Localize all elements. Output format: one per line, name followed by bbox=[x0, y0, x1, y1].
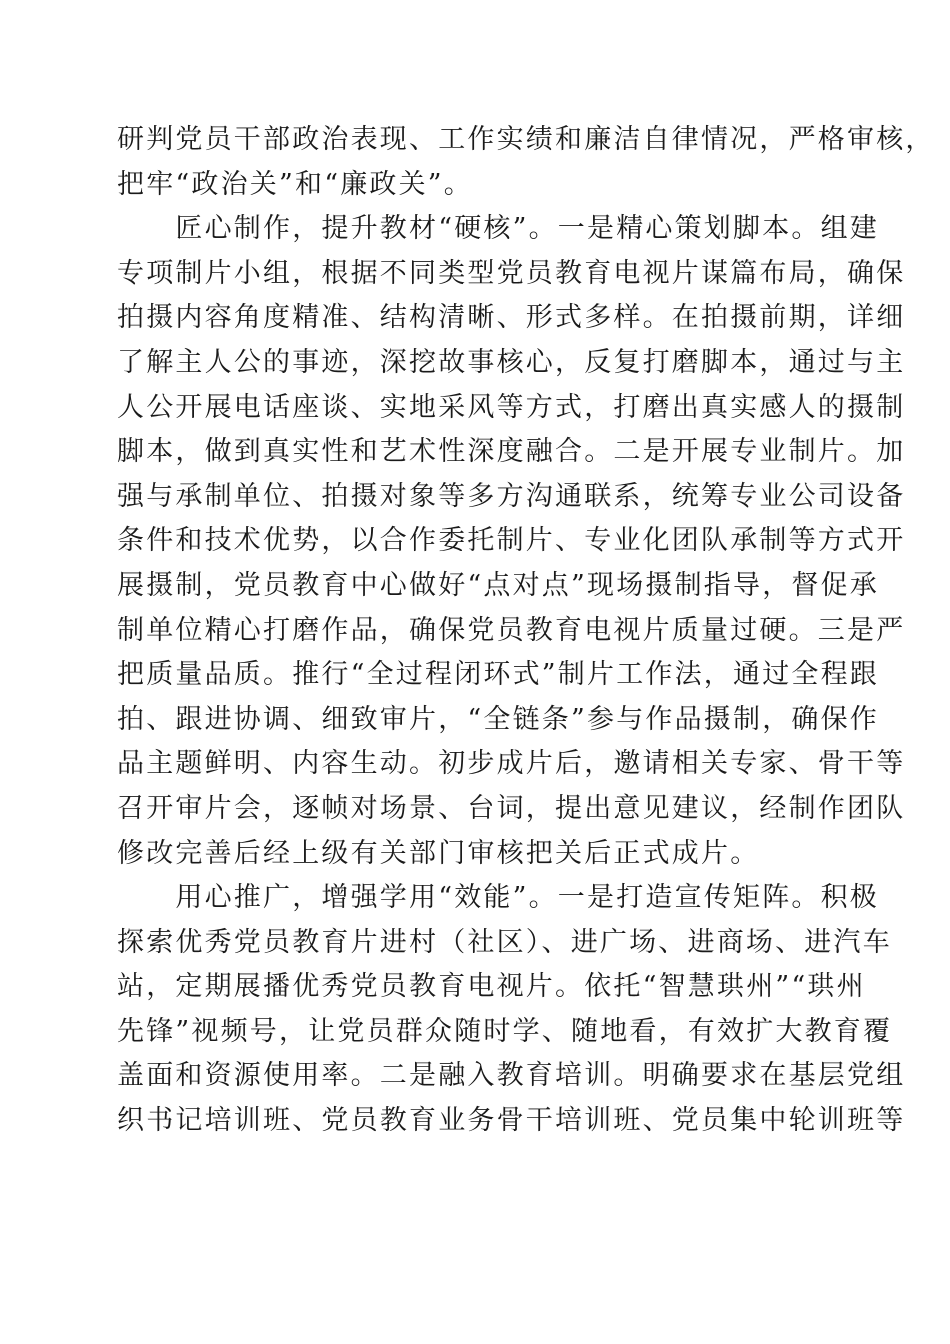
text-line: 条件和技术优势，以合作委托制片、专业化团队承制等方式开 bbox=[117, 525, 906, 557]
text-line: 制单位精心打磨作品，确保党员教育电视片质量过硬。三是严 bbox=[117, 614, 906, 646]
paragraph-promotion bbox=[117, 876, 906, 1144]
text-line: 把牢“政治关”和“廉政关”。 bbox=[117, 168, 474, 200]
text-line: 织书记培训班、党员教育业务骨干培训班、党员集中轮训班等 bbox=[117, 1105, 906, 1137]
text-line: 展摄制，党员教育中心做好“点对点”现场摄制指导，督促承 bbox=[117, 569, 880, 601]
text-line: 用心推广，增强学用“效能”。一是打造宣传矩阵。积极 bbox=[117, 882, 880, 914]
text-line: 人公开展电话座谈、实地采风等方式，打磨出真实感人的摄制 bbox=[117, 391, 906, 423]
text-line: 先锋”视频号，让党员群众随时学、随地看，有效扩大教育覆 bbox=[117, 1015, 893, 1047]
text-line: 站，定期展播优秀党员教育电视片。依托“智慧珙州”“珙州 bbox=[117, 971, 866, 1003]
text-line: 探索优秀党员教育片进村（社区）、进广场、进商场、进汽车 bbox=[117, 926, 892, 958]
paragraph-production bbox=[117, 207, 906, 876]
text-line: 召开审片会，逐帧对场景、台词，提出意见建议，经制作团队 bbox=[117, 792, 906, 824]
paragraph-political-review bbox=[117, 118, 935, 207]
body-text bbox=[117, 118, 935, 1144]
text-line: 了解主人公的事迹，深挖故事核心，反复打磨脚本，通过与主 bbox=[117, 346, 906, 378]
text-line: 拍、跟进协调、细致审片，“全链条”参与作品摄制，确保作 bbox=[117, 703, 880, 735]
text-line: 品主题鲜明、内容生动。初步成片后，邀请相关专家、骨干等 bbox=[117, 748, 906, 780]
text-line: 盖面和资源使用率。二是融入教育培训。明确要求在基层党组 bbox=[117, 1060, 906, 1092]
text-line: 修改完善后经上级有关部门审核把关后正式成片。 bbox=[117, 837, 760, 869]
text-line: 研判党员干部政治表现、工作实绩和廉洁自律情况，严格审核， bbox=[117, 124, 935, 155]
text-line: 匠心制作，提升教材“硬核”。一是精心策划脚本。组建 bbox=[117, 213, 880, 245]
text-line: 脚本，做到真实性和艺术性深度融合。二是开展专业制片。加 bbox=[117, 436, 906, 468]
text-line: 强与承制单位、拍摄对象等多方沟通联系，统筹专业公司设备 bbox=[117, 480, 906, 512]
text-line: 拍摄内容角度精准、结构清晰、形式多样。在拍摄前期，详细 bbox=[117, 302, 906, 334]
text-line: 把质量品质。推行“全过程闭环式”制片工作法，通过全程跟 bbox=[117, 659, 880, 691]
text-line: 专项制片小组，根据不同类型党员教育电视片谋篇布局，确保 bbox=[117, 257, 906, 289]
